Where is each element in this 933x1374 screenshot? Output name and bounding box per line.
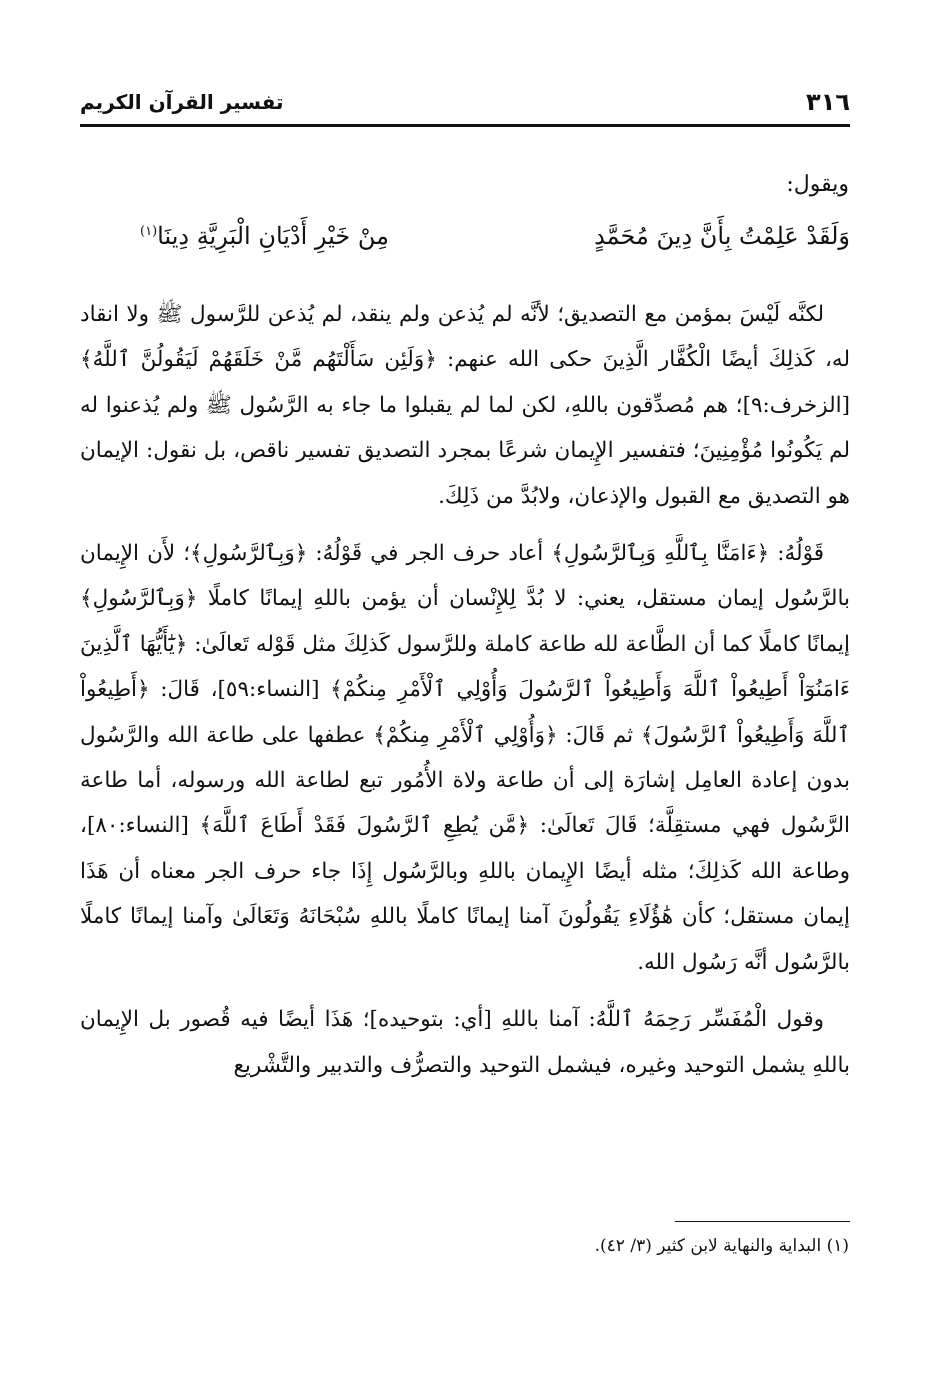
paragraph-3: وقول الْمُفَسِّر رَحِمَهُ ٱللَّهُ: آمنا باللهِ [أي: بتوحيده]؛ هَذَا أيضًا فيه قُصور بل الإِيمان باللهِ يشمل التوحيد وغيره، فيشمل التوحيد والتصرُّف والتدبير والتَّشْريع (80, 1007, 850, 1078)
paragraph-1: لكنَّه لَيْسَ بمؤمن مع التصديق؛ لأنَّه لم يُذعن ولم ينقد، لم يُذعن للرَّسول ﷺ ولا انقاد له، كَذلِكَ أيضًا الْكُفَّار الَّذِينَ حكى الله عنهم: ﴿وَلَئِن سَأَلْتَهُم مَّنْ خَلَقَهُمْ لَيَقُولُنَّ ٱللَّهُ﴾ [الزخرف:٩]؛ هم مُصدِّقون باللهِ، لكن لما لم يقبلوا ما جاء به الرَّسُول ﷺ ولم يُذعنوا له لم يَكُونُوا مُؤْمِنِينَ؛ فتفسير الإِيمان شرعًا بمجرد التصديق تفسير ناقص، بل نقول: الإيمان هو التصديق مع القبول والإذعان، ولابُدَّ من ذَلِكَ. (80, 302, 850, 509)
page-header (80, 88, 850, 118)
paragraph-2: قَوْلُهُ: ﴿ءَامَنَّا بِٱللَّهِ وَبِٱلرَّسُولِ﴾ أعاد حرف الجر في قَوْلُهُ: ﴿وَبِٱلرَّسُولِ﴾؛ لأَن الإِيمان بالرَّسُول إيمان مستقل، يعني: لا بُدَّ لِلإِنْسان أن يؤمن باللهِ إيمانًا كاملًا ﴿وَبِٱلرَّسُولِ﴾ إيمانًا كاملًا كما أن الطَّاعة لله طاعة كاملة وللرَّسول كَذلِكَ مثل قَوْله تَعالَىٰ: ﴿يَٰٓأَيُّهَا ٱلَّذِينَ ءَامَنُوٓاْ أَطِيعُواْ ٱللَّهَ وَأَطِيعُواْ ٱلرَّسُولَ وَأُوْلِي ٱلْأَمْرِ مِنكُمْ﴾ [النساء:٥٩]، قَالَ: ﴿أَطِيعُواْ ٱللَّهَ وَأَطِيعُواْ ٱلرَّسُولَ﴾ ثم قَالَ: ﴿وَأُوْلِي ٱلْأَمْرِ مِنكُمْ﴾ عطفها على طاعة الله والرَّسُول بدون إعادة العامِل إشارَة إلى أن طاعة ولاة الأُمُور تبع لطاعة الله ورسوله، أما طاعة الرَّسُول فهي مستقِلَّة؛ قَالَ تَعالَىٰ: ﴿مَّن يُطِعِ ٱلرَّسُولَ فَقَدْ أَطَاعَ ٱللَّهَ﴾ [النساء:٨٠]، وطاعة الله كَذلِكَ؛ مثله أيضًا الإِيمان باللهِ وبالرَّسُول إِذَا جاء حرف الجر معناه أن هَذَا إيمان مستقل؛ كأن هَٰؤُلَاءِ يَقُولُونَ آمنا إيمانًا كاملًا باللهِ سُبْحَانَهُ وَتَعَالَىٰ وآمنا إيمانًا كاملًا بالرَّسُول أنَّه رَسُول الله. (80, 541, 850, 975)
footnote-rule (675, 1221, 850, 1222)
verse-first-hemistich: وَلَقَدْ عَلِمْتُ بِأَنَّ دِينَ مُحَمَّدٍ (594, 222, 850, 250)
footnote: (١) البداية والنهاية لابن كثير (٣/ ٤٢). (594, 1236, 849, 1256)
verse-second-text: مِنْ خَيْرِ أَدْيَانِ الْبَرِيَّةِ دِينَا (157, 222, 390, 250)
page-number: ٣١٦ (806, 88, 850, 116)
poetry-verse (80, 222, 850, 266)
verse-second-hemistich (140, 222, 389, 250)
intro-line: ويقول: (786, 172, 849, 197)
body-text (80, 292, 850, 1100)
header-rule (80, 124, 850, 127)
running-title: تفسير القرآن الكريم (80, 90, 284, 114)
footnote-marker: (١) (140, 224, 158, 239)
